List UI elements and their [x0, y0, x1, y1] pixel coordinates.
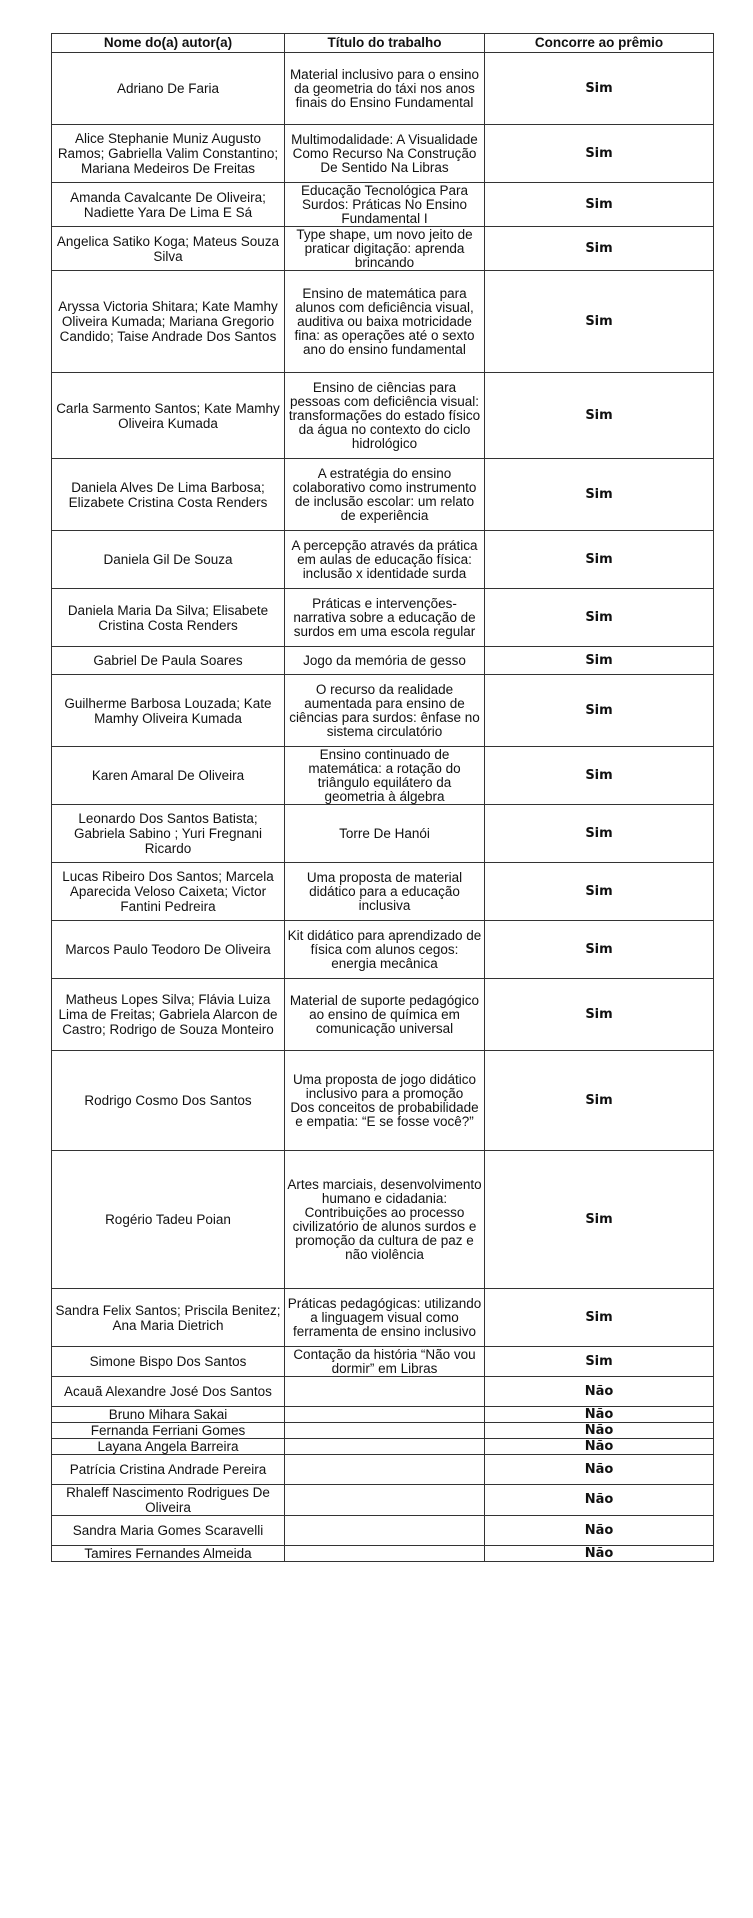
- title-cell: Práticas pedagógicas: utilizando a linguagem visual como ferramenta de ensino inclusivo: [285, 1289, 485, 1347]
- title-cell: Ensino de ciências para pessoas com deficiência visual: transformações do estado físico da água no contexto do ciclo hidrológico: [285, 373, 485, 459]
- prize-cell: Sim: [485, 921, 714, 979]
- author-cell: Rodrigo Cosmo Dos Santos: [52, 1051, 285, 1151]
- prize-cell: Sim: [485, 53, 714, 125]
- table-row: [52, 1377, 714, 1407]
- table-row: [52, 1289, 714, 1347]
- title-cell: [285, 1516, 485, 1546]
- title-cell: [285, 1455, 485, 1485]
- title-cell: O recurso da realidade aumentada para ensino de ciências para surdos: ênfase no sistema circulatório: [285, 675, 485, 747]
- prize-cell: Não: [485, 1455, 714, 1485]
- prize-cell: Não: [485, 1423, 714, 1439]
- title-cell: [285, 1423, 485, 1439]
- table-row: [52, 1546, 714, 1562]
- header-prize-competition: Concorre ao prêmio: [485, 34, 714, 53]
- author-cell: Acauã Alexandre José Dos Santos: [52, 1377, 285, 1407]
- author-cell: Matheus Lopes Silva; Flávia Luiza Lima de Freitas; Gabriela Alarcon de Castro; Rodrigo de Souza Monteiro: [52, 979, 285, 1051]
- prize-cell: Sim: [485, 373, 714, 459]
- prize-cell: Sim: [485, 979, 714, 1051]
- table-row: [52, 373, 714, 459]
- table-row: [52, 1516, 714, 1546]
- prize-cell: Não: [485, 1485, 714, 1516]
- authors-table: [51, 33, 714, 1562]
- author-cell: Layana Angela Barreira: [52, 1439, 285, 1455]
- title-cell: [285, 1485, 485, 1516]
- title-cell: [285, 1377, 485, 1407]
- table-row: [52, 125, 714, 183]
- prize-cell: Sim: [485, 863, 714, 921]
- title-cell: Ensino continuado de matemática: a rotação do triângulo equilátero da geometria à álgebra: [285, 747, 485, 805]
- author-cell: Angelica Satiko Koga; Mateus Souza Silva: [52, 227, 285, 271]
- title-cell: Uma proposta de material didático para a educação inclusiva: [285, 863, 485, 921]
- header-author-name: Nome do(a) autor(a): [52, 34, 285, 53]
- author-cell: Daniela Maria Da Silva; Elisabete Cristina Costa Renders: [52, 589, 285, 647]
- title-cell: Ensino de matemática para alunos com deficiência visual, auditiva ou baixa motricidade fina: as operações até o sexto ano do ensino fundamental: [285, 271, 485, 373]
- author-cell: Adriano De Faria: [52, 53, 285, 125]
- table-header-row: [52, 34, 714, 53]
- title-cell: [285, 1407, 485, 1423]
- author-cell: Marcos Paulo Teodoro De Oliveira: [52, 921, 285, 979]
- table-row: [52, 863, 714, 921]
- prize-cell: Sim: [485, 675, 714, 747]
- author-cell: Rhaleff Nascimento Rodrigues De Oliveira: [52, 1485, 285, 1516]
- header-work-title: Título do trabalho: [285, 34, 485, 53]
- table-row: [52, 805, 714, 863]
- prize-cell: Sim: [485, 1347, 714, 1377]
- title-cell: Torre De Hanói: [285, 805, 485, 863]
- table-row: [52, 675, 714, 747]
- title-cell: Contação da história “Não vou dormir” em Libras: [285, 1347, 485, 1377]
- author-cell: Alice Stephanie Muniz Augusto Ramos; Gabriella Valim Constantino; Mariana Medeiros De Freitas: [52, 125, 285, 183]
- author-cell: Daniela Gil De Souza: [52, 531, 285, 589]
- prize-cell: Sim: [485, 1151, 714, 1289]
- title-cell: Material de suporte pedagógico ao ensino de química em comunicação universal: [285, 979, 485, 1051]
- table-row: [52, 1151, 714, 1289]
- author-cell: Gabriel De Paula Soares: [52, 647, 285, 675]
- title-cell: Multimodalidade: A Visualidade Como Recurso Na Construção De Sentido Na Libras: [285, 125, 485, 183]
- prize-cell: Sim: [485, 805, 714, 863]
- table-row: [52, 747, 714, 805]
- prize-cell: Não: [485, 1439, 714, 1455]
- title-cell: Uma proposta de jogo didático inclusivo para a promoção Dos conceitos de probabilidade e empatia: “E se fosse você?”: [285, 1051, 485, 1151]
- table-row: [52, 183, 714, 227]
- prize-cell: Sim: [485, 183, 714, 227]
- table-row: [52, 647, 714, 675]
- author-cell: Simone Bispo Dos Santos: [52, 1347, 285, 1377]
- prize-cell: Sim: [485, 647, 714, 675]
- author-cell: Aryssa Victoria Shitara; Kate Mamhy Oliveira Kumada; Mariana Gregorio Candido; Taise Andrade Dos Santos: [52, 271, 285, 373]
- title-cell: [285, 1546, 485, 1562]
- table-row: [52, 1455, 714, 1485]
- author-cell: Carla Sarmento Santos; Kate Mamhy Oliveira Kumada: [52, 373, 285, 459]
- table-row: [52, 271, 714, 373]
- table-row: [52, 531, 714, 589]
- author-cell: Karen Amaral De Oliveira: [52, 747, 285, 805]
- title-cell: A percepção através da prática em aulas de educação física: inclusão x identidade surda: [285, 531, 485, 589]
- prize-cell: Sim: [485, 589, 714, 647]
- table-row: [52, 979, 714, 1051]
- author-cell: Tamires Fernandes Almeida: [52, 1546, 285, 1562]
- prize-cell: Não: [485, 1377, 714, 1407]
- table-row: [52, 53, 714, 125]
- author-cell: Amanda Cavalcante De Oliveira; Nadiette Yara De Lima E Sá: [52, 183, 285, 227]
- author-cell: Bruno Mihara Sakai: [52, 1407, 285, 1423]
- prize-cell: Não: [485, 1516, 714, 1546]
- prize-cell: Sim: [485, 459, 714, 531]
- table-body: [52, 53, 714, 1562]
- author-cell: Guilherme Barbosa Louzada; Kate Mamhy Oliveira Kumada: [52, 675, 285, 747]
- prize-cell: Sim: [485, 271, 714, 373]
- table-row: [52, 921, 714, 979]
- prize-cell: Não: [485, 1407, 714, 1423]
- prize-cell: Sim: [485, 125, 714, 183]
- table-row: [52, 1407, 714, 1423]
- title-cell: A estratégia do ensino colaborativo como instrumento de inclusão escolar: um relato de experiência: [285, 459, 485, 531]
- table-row: [52, 227, 714, 271]
- table-row: [52, 1347, 714, 1377]
- title-cell: [285, 1439, 485, 1455]
- author-cell: Leonardo Dos Santos Batista; Gabriela Sabino ; Yuri Fregnani Ricardo: [52, 805, 285, 863]
- author-cell: Lucas Ribeiro Dos Santos; Marcela Aparecida Veloso Caixeta; Victor Fantini Pedreira: [52, 863, 285, 921]
- author-cell: Rogério Tadeu Poian: [52, 1151, 285, 1289]
- prize-cell: Sim: [485, 531, 714, 589]
- table-row: [52, 1423, 714, 1439]
- title-cell: Educação Tecnológica Para Surdos: Práticas No Ensino Fundamental I: [285, 183, 485, 227]
- table-row: [52, 1051, 714, 1151]
- title-cell: Kit didático para aprendizado de física com alunos cegos: energia mecânica: [285, 921, 485, 979]
- table-row: [52, 1485, 714, 1516]
- prize-cell: Não: [485, 1546, 714, 1562]
- author-cell: Sandra Maria Gomes Scaravelli: [52, 1516, 285, 1546]
- title-cell: Type shape, um novo jeito de praticar digitação: aprenda brincando: [285, 227, 485, 271]
- author-cell: Fernanda Ferriani Gomes: [52, 1423, 285, 1439]
- table-row: [52, 1439, 714, 1455]
- table-row: [52, 459, 714, 531]
- prize-cell: Sim: [485, 1051, 714, 1151]
- author-cell: Patrícia Cristina Andrade Pereira: [52, 1455, 285, 1485]
- title-cell: Práticas e intervenções-narrativa sobre a educação de surdos em uma escola regular: [285, 589, 485, 647]
- title-cell: Jogo da memória de gesso: [285, 647, 485, 675]
- prize-cell: Sim: [485, 1289, 714, 1347]
- prize-cell: Sim: [485, 227, 714, 271]
- title-cell: Material inclusivo para o ensino da geometria do táxi nos anos finais do Ensino Fundamental: [285, 53, 485, 125]
- title-cell: Artes marciais, desenvolvimento humano e cidadania: Contribuições ao processo civilizatório de alunos surdos e promoção da cultura de paz e não violência: [285, 1151, 485, 1289]
- author-cell: Sandra Felix Santos; Priscila Benitez; Ana Maria Dietrich: [52, 1289, 285, 1347]
- author-cell: Daniela Alves De Lima Barbosa; Elizabete Cristina Costa Renders: [52, 459, 285, 531]
- prize-cell: Sim: [485, 747, 714, 805]
- table-row: [52, 589, 714, 647]
